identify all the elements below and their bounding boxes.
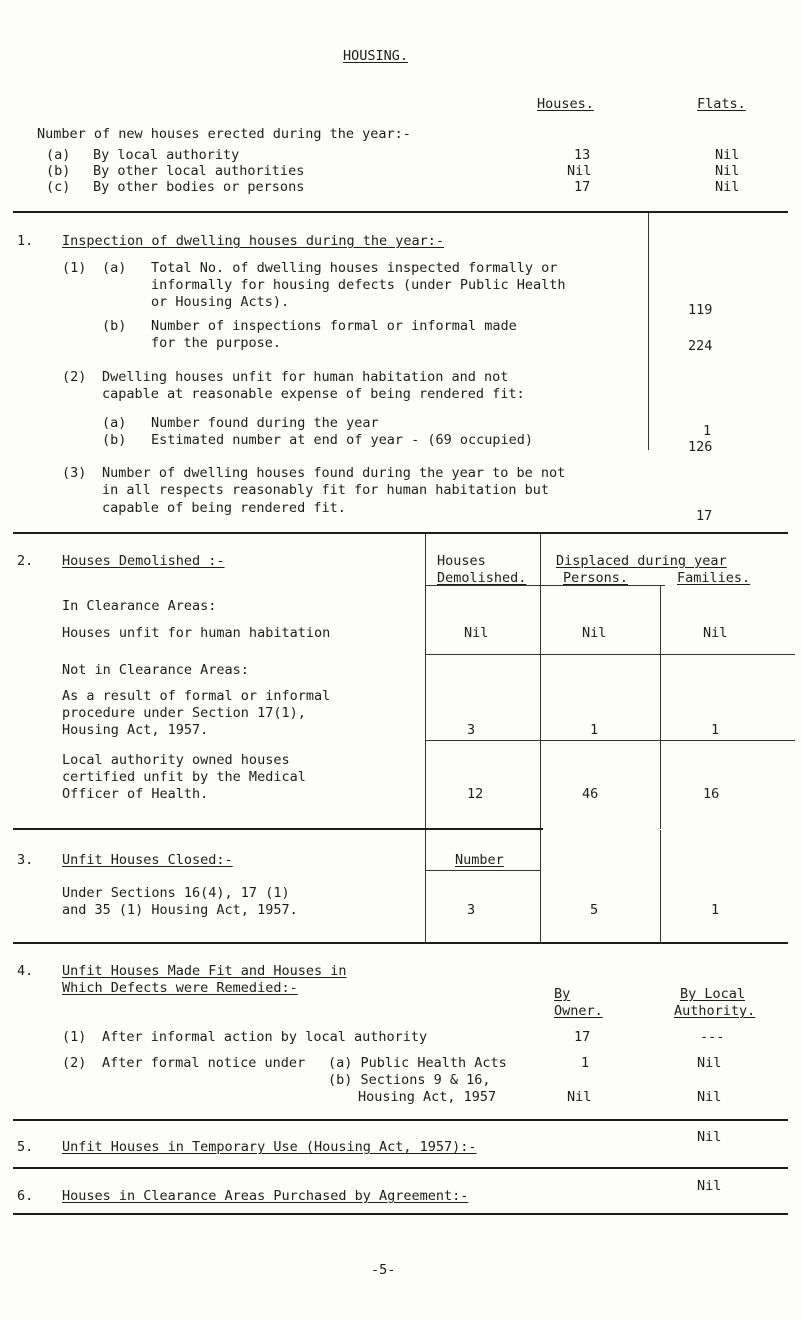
section-number: 6.	[17, 1188, 34, 1204]
cell-value: 17	[574, 1029, 591, 1045]
subsection-title: In Clearance Areas:	[62, 598, 217, 614]
item-value: 126	[688, 439, 713, 455]
page-number: -5-	[371, 1262, 396, 1278]
section-number: 5.	[17, 1139, 34, 1155]
cell-value: Nil	[703, 625, 728, 641]
item-label: (b)	[102, 318, 127, 334]
item-text: for the purpose.	[151, 335, 282, 351]
table-divider	[425, 534, 426, 829]
item-label: (a)	[102, 415, 127, 431]
row-flats-value: Nil	[715, 163, 740, 179]
row-text: Local authority owned houses	[62, 752, 290, 768]
row-label: (b)	[46, 163, 71, 179]
item-label: (2)	[62, 369, 87, 385]
col-houses-header: Houses.	[537, 96, 594, 112]
item-text: informally for housing defects (under Public Health	[151, 277, 566, 293]
cell-value: Nil	[464, 625, 489, 641]
row-houses-value: Nil	[567, 163, 592, 179]
col-flats-header: Flats.	[697, 96, 746, 112]
row-text: and 35 (1) Housing Act, 1957.	[62, 902, 298, 918]
section-title: Which Defects were Remedied:-	[62, 980, 298, 996]
section-title: Houses Demolished :-	[62, 553, 225, 569]
section-title: Inspection of dwelling houses during the year:-	[62, 233, 445, 249]
section-title: Unfit Houses Made Fit and Houses in	[62, 963, 347, 979]
cell-value: 1	[711, 902, 720, 918]
col-header: By Local	[680, 986, 746, 1002]
row-text: By other bodies or persons	[93, 179, 305, 195]
item-value: 224	[688, 338, 713, 354]
col-header: Number	[455, 852, 504, 868]
section-number: 4.	[17, 963, 34, 979]
cell-value: 5	[590, 902, 599, 918]
section-divider	[13, 1167, 788, 1169]
col-header: Owner.	[554, 1003, 603, 1019]
item-text: After formal notice under	[102, 1055, 306, 1071]
row-text: As a result of formal or informal	[62, 688, 331, 704]
cell-value: Nil	[582, 625, 607, 641]
section-divider	[13, 828, 543, 830]
col-header: Families.	[677, 570, 751, 586]
item-text: Dwelling houses unfit for human habitation and not	[102, 369, 509, 385]
section-divider	[13, 1119, 788, 1121]
cell-value: 1	[590, 722, 599, 738]
item-text: capable of being rendered fit.	[102, 500, 346, 516]
cell-value: Nil	[697, 1178, 722, 1194]
table-divider	[540, 830, 541, 942]
item-label: (3)	[62, 465, 87, 481]
item-label: (1)	[62, 260, 87, 276]
row-houses-value: 13	[574, 147, 591, 163]
cell-value: 46	[582, 786, 599, 802]
item-text: Estimated number at end of year - (69 occupied)	[151, 432, 534, 448]
cell-value: 16	[703, 786, 720, 802]
section-divider	[13, 942, 788, 944]
cell-value: ---	[700, 1029, 725, 1045]
table-rule	[425, 654, 795, 655]
subsection-title: Not in Clearance Areas:	[62, 662, 249, 678]
item-text: in all respects reasonably fit for human habitation but	[102, 482, 550, 498]
col-header: Persons.	[563, 570, 629, 586]
col-header: By	[554, 986, 571, 1002]
row-text: Houses unfit for human habitation	[62, 625, 331, 641]
row-flats-value: Nil	[715, 147, 740, 163]
item-text: Number of inspections formal or informal made	[151, 318, 517, 334]
table-divider	[425, 830, 426, 942]
new-houses-intro: Number of new houses erected during the year:-	[37, 126, 411, 142]
item-text: Total No. of dwelling houses inspected formally or	[151, 260, 558, 276]
item-text: Number found during the year	[151, 415, 379, 431]
section-divider	[13, 1213, 788, 1215]
cell-value: 1	[581, 1055, 590, 1071]
item-text: (b) Sections 9 & 16,	[328, 1072, 491, 1088]
row-label: (a)	[46, 147, 71, 163]
row-text: certified unfit by the Medical	[62, 769, 306, 785]
cell-value: Nil	[697, 1129, 722, 1145]
item-label: (1)	[62, 1029, 87, 1045]
cell-value: Nil	[697, 1089, 722, 1105]
cell-value: 12	[467, 786, 484, 802]
table-divider	[540, 534, 541, 829]
item-label: (a)	[102, 260, 127, 276]
item-text: Housing Act, 1957	[358, 1089, 497, 1105]
item-label: (b)	[102, 432, 127, 448]
item-label: (2)	[62, 1055, 87, 1071]
page-title: HOUSING.	[343, 48, 409, 64]
row-text: By local authority	[93, 147, 240, 163]
row-text: Officer of Health.	[62, 786, 209, 802]
table-rule	[425, 870, 540, 871]
cell-value: Nil	[697, 1055, 722, 1071]
item-value: 17	[696, 508, 713, 524]
row-text: Under Sections 16(4), 17 (1)	[62, 885, 290, 901]
section-divider	[13, 211, 788, 213]
row-text: Housing Act, 1957.	[62, 722, 209, 738]
section-title: Unfit Houses Closed:-	[62, 852, 233, 868]
section-number: 2.	[17, 553, 34, 569]
cell-value: 1	[711, 722, 720, 738]
table-rule	[425, 740, 795, 741]
row-label: (c)	[46, 179, 71, 195]
cell-value: 3	[467, 902, 476, 918]
row-text: By other local authorities	[93, 163, 305, 179]
row-text: procedure under Section 17(1),	[62, 705, 306, 721]
table-divider	[660, 585, 661, 829]
item-text: (a) Public Health Acts	[328, 1055, 507, 1071]
cell-value: Nil	[567, 1089, 592, 1105]
row-flats-value: Nil	[715, 179, 740, 195]
item-text: or Housing Acts).	[151, 294, 290, 310]
section-number: 1.	[17, 233, 34, 249]
col-header: Houses	[437, 553, 486, 569]
section-text: Houses in Clearance Areas Purchased by Agreement:-	[62, 1188, 469, 1204]
col-header: Authority.	[674, 1003, 756, 1019]
item-value: 1	[703, 423, 712, 439]
table-divider	[660, 830, 661, 942]
section-divider	[13, 532, 788, 534]
section-text: Unfit Houses in Temporary Use (Housing Act, 1957):-	[62, 1139, 477, 1155]
cell-value: 3	[467, 722, 476, 738]
item-text: Number of dwelling houses found during the year to be not	[102, 465, 566, 481]
item-text: After informal action by local authority	[102, 1029, 428, 1045]
item-text: capable at reasonable expense of being rendered fit:	[102, 386, 525, 402]
section-number: 3.	[17, 852, 34, 868]
column-divider	[648, 213, 649, 450]
row-houses-value: 17	[574, 179, 591, 195]
col-header: Demolished.	[437, 570, 527, 586]
col-header: Displaced during year	[556, 553, 727, 569]
item-value: 119	[688, 302, 713, 318]
